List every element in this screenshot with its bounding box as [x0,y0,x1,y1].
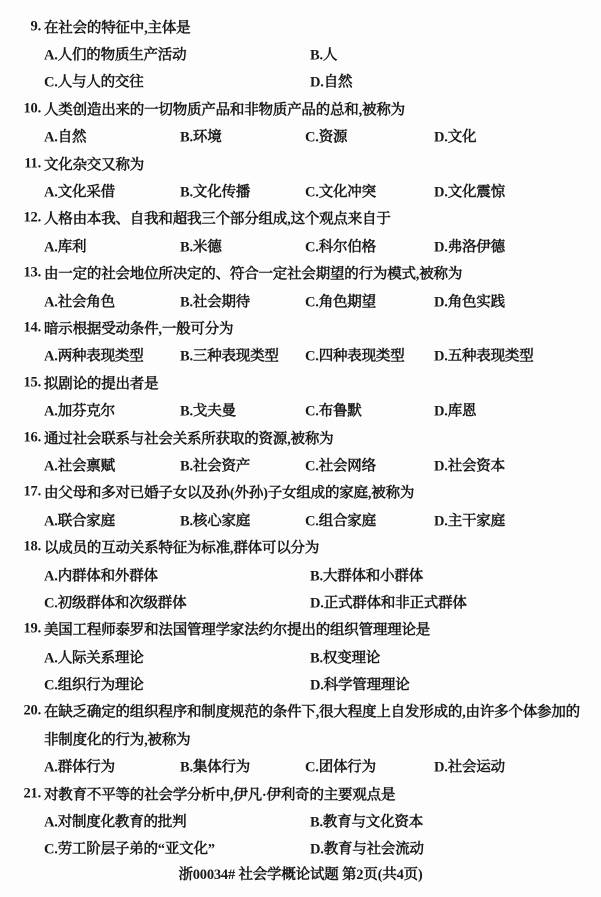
option-B: B.社会期待 [180,294,251,311]
option-row [0,232,601,259]
option-D: D.社会资本 [434,458,505,475]
question-list [0,13,601,862]
option-row [0,68,601,95]
question-stem: 在缺乏确定的组织程序和制度规范的条件下,很大程度上自发形成的,由许多个体参加的 [44,704,580,721]
option-A: A.社会禀赋 [44,458,115,475]
question-stem: 人格由本我、自我和超我三个部分组成,这个观点来自于 [44,211,391,228]
question-stem: 通过社会联系与社会关系所获取的资源,被称为 [44,431,334,448]
question-9 [0,13,601,95]
question-stem-row [0,369,601,396]
question-stem-row [0,698,601,725]
page-footer: 浙00034# 社会学概论试题 第2页(共4页) [178,867,423,883]
option-D: D.角色实践 [434,294,505,311]
question-number: 19. [23,620,41,637]
question-stem: 以成员的互动关系特征为标准,群体可以分为 [44,540,320,557]
option-B: B.人 [310,47,338,64]
option-D: D.弗洛伊德 [434,239,505,256]
question-stem: 由一定的社会地位所决定的、符合一定社会期望的行为模式,被称为 [44,266,463,283]
question-20 [0,698,601,780]
option-B: B.文化传播 [180,184,251,201]
option-C: C.人与人的交往 [44,74,144,91]
option-D: D.五种表现类型 [434,348,534,365]
question-number: 18. [23,538,41,555]
option-B: B.权变理论 [310,650,381,667]
question-stem-row [0,205,601,232]
option-C: C.初级群体和次级群体 [44,595,187,612]
option-B: B.大群体和小群体 [310,568,423,584]
option-A: A.库利 [44,239,87,256]
option-B: B.社会资产 [180,458,251,475]
option-C: C.团体行为 [305,759,376,776]
option-B: B.三种表现类型 [180,348,279,365]
option-C: C.角色期望 [305,294,376,311]
question-19 [0,616,601,698]
question-stem-row [0,725,601,752]
option-A: A.人们的物质生产活动 [44,47,187,64]
question-number: 20. [23,702,41,719]
option-C: C.劳工阶层子弟的“亚文化” [44,841,215,858]
option-D: D.社会运动 [434,759,505,776]
option-row [0,561,601,588]
option-row [0,396,601,423]
option-B: B.核心家庭 [180,513,251,530]
option-B: B.集体行为 [180,759,251,776]
option-row [0,451,601,478]
question-number: 11. [24,155,41,172]
option-A: A.对制度化教育的批判 [44,814,187,831]
option-C: C.四种表现类型 [305,348,405,365]
option-row [0,177,601,204]
question-number: 16. [23,429,41,446]
question-stem: 由父母和多对已婚子女以及孙(外孙)子女组成的家庭,被称为 [44,485,415,502]
option-D: D.自然 [310,74,353,91]
question-stem-row [0,616,601,643]
question-stem: 对教育不平等的社会学分析中,伊凡·伊利奇的主要观点是 [44,787,396,804]
question-stem-row [0,314,601,341]
option-C: C.社会网络 [305,458,376,475]
option-row [0,835,601,862]
question-stem: 人类创造出来的一切物质产品和非物质产品的总和,被称为 [44,102,405,119]
option-C: C.资源 [305,129,348,146]
option-A: A.社会角色 [44,294,115,311]
question-12 [0,205,601,260]
question-10 [0,95,601,150]
question-number: 17. [23,483,41,500]
option-A: A.文化采借 [44,184,115,201]
option-row [0,670,601,697]
option-row [0,287,601,314]
option-C: C.组合家庭 [305,513,376,530]
option-B: B.戈夫曼 [180,403,236,420]
option-B: B.环境 [180,129,222,146]
question-13 [0,260,601,315]
question-21 [0,780,601,862]
question-stem: 拟剧论的提出者是 [44,376,159,393]
question-stem: 非制度化的行为,被称为 [44,732,191,749]
option-C: C.科尔伯格 [305,239,376,256]
question-15 [0,369,601,424]
question-number: 14. [23,319,41,336]
question-stem-row [0,479,601,506]
question-number: 10. [23,100,41,117]
option-row [0,807,601,834]
question-stem-row [0,95,601,122]
option-B: B.米德 [180,239,222,256]
question-stem-row [0,780,601,807]
option-row [0,753,601,780]
option-D: D.文化震惊 [434,184,505,201]
option-D: D.主干家庭 [434,513,505,530]
option-A: A.联合家庭 [44,513,115,530]
option-row [0,506,601,533]
question-14 [0,314,601,369]
option-B: B.教育与文化资本 [310,814,423,831]
option-A: A.加芬克尔 [44,403,115,420]
option-D: D.科学管理理论 [310,677,410,694]
option-A: A.两种表现类型 [44,348,144,365]
question-16 [0,424,601,479]
question-stem: 美国工程师泰罗和法国管理学家法约尔提出的组织管理理论是 [44,622,431,639]
option-D: D.教育与社会流动 [310,841,424,858]
question-number: 15. [23,374,41,391]
option-A: A.群体行为 [44,759,115,776]
option-A: A.自然 [44,129,87,146]
question-number: 13. [23,264,41,281]
question-number: 12. [23,209,41,226]
option-D: D.正式群体和非正式群体 [310,595,467,612]
option-row [0,123,601,150]
option-row [0,342,601,369]
question-stem-row [0,150,601,177]
question-18 [0,533,601,615]
option-D: D.库恩 [434,403,477,420]
question-stem-row [0,424,601,451]
option-A: A.人际关系理论 [44,650,144,667]
question-stem-row [0,13,601,40]
option-C: C.布鲁默 [305,403,362,420]
option-A: A.内群体和外群体 [44,568,158,584]
question-number: 9. [30,18,41,35]
option-row [0,588,601,615]
question-number: 21. [23,785,41,802]
question-stem: 在社会的特征中,主体是 [44,20,191,37]
option-C: C.文化冲突 [305,184,376,201]
option-D: D.文化 [434,129,477,146]
question-17 [0,479,601,534]
question-stem-row [0,260,601,287]
question-stem: 暗示根据受动条件,一般可分为 [44,321,234,338]
option-row [0,40,601,67]
question-stem-row [0,533,601,560]
option-C: C.组织行为理论 [44,677,144,694]
option-row [0,643,601,670]
question-11 [0,150,601,205]
question-stem: 文化杂交又称为 [44,157,145,174]
